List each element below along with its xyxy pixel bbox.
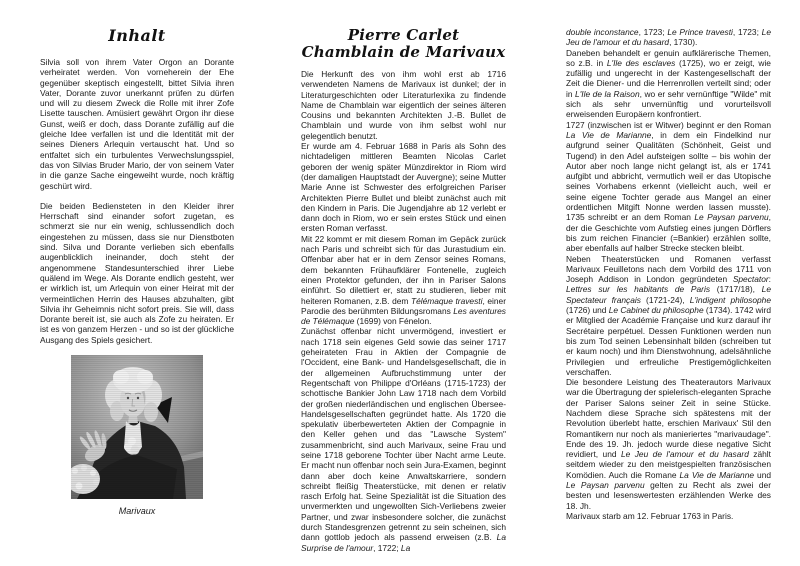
inhalt-heading: Inhalt (108, 26, 166, 45)
biography-text-column-1 (301, 69, 506, 553)
italic-work-title: Le Jeu de l'amour et du hasard (566, 27, 771, 48)
paragraph: Neben Theaterstücken und Romanen verfasst Marivaux Feuilletons nach dem Vorbild des 1711 von Joseph Addison in London gegründeten Spectator: Lettres sur les habitants de Paris (1717/18), Le Spectateur français (1721-24), L'indigent philosophe (1726) und Le Cabinet du philosophe (1734). 1742 wird er Mitglied der Académie Française und kurz darauf ihr Secrétaire perpétuel. Dessen Funktionen werden nun bis zum Tod seinen Lebensinhalt bilden (schreiben tut er kaum noch) und ihm Dienstwohnung, adelsähnliche Privilegien und erfreuliche Prestigemöglichkeiten verschaffen. (566, 253, 771, 377)
italic-work-title: L'indigent philosophe (689, 294, 771, 305)
inhalt-text (40, 57, 234, 345)
biography-text-column-2 (566, 27, 771, 521)
panel-inhalt (40, 0, 234, 516)
marivaux-portrait-image (71, 355, 203, 499)
italic-work-title: L'Ile de la Raison (575, 88, 640, 99)
italic-work-title: La (400, 542, 411, 553)
italic-work-title: Le Cabinet du philosophe (608, 305, 704, 316)
italic-work-title: Le Jeu de l'amour et du hasard (620, 449, 749, 460)
italic-work-title: double inconstance (566, 27, 639, 37)
italic-work-title: Le Prince travesti (667, 27, 733, 37)
paragraph: double inconstance, 1723; Le Prince travesti, 1723; Le Jeu de l'amour et du hasard, 1730). (566, 27, 771, 48)
paragraph: Die beiden Bediensteten in den Kleider ihrer Herrschaft sind einander sofort zugetan, es schmerzt sie nur ein wenig, schlussendlich doch eingestehen zu müssen, dass sie nur Dienstboten sind. Silva und Dorante verlieben sich ebenfalls augenblicklich ineinander, doch steht der angenommene Standesunterschied ihrer Liebe quälend im Wege. Als Dorante endlich gesteht, wer er wirklich ist, um Arlequin von einer Heirat mit der vermeintlichen Herrin des Hauses abzuhalten, gibt Silvia ihr Geheimnis nicht sofort preis. Sie will, dass Dorante bereit ist, sie auch als Zofe zu heiraten. Er ist es von ganzem Herzen - und so ist der glückliche Ausgang des Spiels gesichert. (40, 200, 234, 345)
panel-biography-column-1 (301, 0, 506, 553)
italic-work-title: La Surprise de l'amour (301, 532, 506, 553)
paragraph: 1727 (inzwischen ist er Witwer) beginnt er den Roman La Vie de Marianne, in dem ein Findelkind nur aufgrund seiner Qualitäten (Schönheit, Geist und Tugend) in den Adel aufsteigen sollte – bis wohin der Autor aber noch lange nicht gelangt ist, als er 1741 aufgibt und abbricht, vermutlich weil er das Utopische seines Vorhabens erkennt (vielleicht auch, weil er seine eigene Tochter gerade aus Mangel an einer ordentlichen Mitgift Nonne werden lassen musste). 1735 schreibt er an dem Roman Le Paysan parvenu, der die Geschichte vom Aufstieg eines jungen Dörflers bis zum reichen Financier (=Bankier) erzählen sollte, aber ebenfalls auf halber Strecke stecken bleibt. (566, 119, 771, 254)
panel-biography-column-2 (566, 0, 771, 521)
paragraph: Zunächst offenbar nicht unvermögend, investiert er nach 1718 sein eigenes Geld sowie das seiner 1717 geheirateten Frau in Aktien der Compagnie de l'Occident, eine Bank- und Handelsgesellschaft, die in der allgemeinen Aufbruchstimmung unter der Regentschaft von Philippe d'Orléans (1715-1723) der schottische Bankier John Law 1718 nach dem Vorbild der großen niederländischen und englischen Übersee-Handelsgesellschaften gegründet hatte. Als 1720 die spekulativ überbewerteten Aktien der Compagnie in den Keller gehen und das "Lawsche System" zusammenbricht, sind auch Marivaux, seine Frau und seine 1718 geborene Tochter über Nacht arme Leute. Er macht nun offenbar noch sein Jura-Examen, beginnt dann aber doch keine Anwaltskarriere, sondern schreibt fleißig Theaterstücke, mit denen er relativ rasch Erfolg hat. Seine Spezialität ist die Situation des unvermerkten und ungewollten Sich-Verliebens zweier Partner, und zwar insbesondere solcher, die zunächst durch Standesgrenzen getrennt zu sein scheinen, sich dann gottlob jedoch als passend erweisen (z.B. La Surprise de l'amour, 1722; La (301, 326, 506, 553)
italic-work-title: Les aventures de Télémaque (301, 305, 506, 327)
italic-work-title: Le Paysan parvenu (566, 480, 645, 491)
italic-work-title: Lettres sur les habitants de Paris (566, 284, 711, 295)
paragraph: Die Herkunft des von ihm wohl erst ab 1716 verwendeten Namens de Marivaux ist dunkel; der in Literaturgeschichten oder Literaturlexika zu findende Name de Chamblain war eigentlich der seines älteren Cousins und bekannten Architekten J.-B. Bullet de Chamblain und wurde von ihm selbst wohl nur gelegentlich benutzt. (301, 69, 506, 141)
paragraph: Daneben behandelt er genuin aufklärerische Themen, so z.B. in L'Ile des esclaves (1725), wo er zeigt, wie zufällig und ungerecht in der Kastengesellschaft der Zeit die Diener- und die Herrenrollen verteilt sind; oder in L'Ile de la Raison, wo er sehr vernünftige "Wilde" mit sich als sehr unvernünftig und vorurteilsvoll erweisenden Europäern konfrontiert. (566, 47, 772, 120)
marivaux-portrait-figure (71, 355, 203, 516)
italic-work-title: Télémaque travesti (410, 295, 483, 306)
italic-work-title: La Vie de Marianne (566, 129, 652, 140)
italic-work-title: Spectator (732, 274, 769, 285)
italic-work-title: Le Paysan parvenu (694, 212, 769, 223)
italic-work-title: La Vie de Marianne (679, 469, 755, 480)
paragraph: Silvia soll von ihrem Vater Orgon an Dorante verheiratet werden. Von vorneherein der Ehe gegenüber skeptisch eingestellt, bittet Silvia ihren Vater, Dorante zuvor unerkannt prüfen zu dürfen und will zu diesem Zweck die Rolle mit ihrer Zofe Lisette tauschen. Amüsiert gewährt Orgon ihr diese Gunst, weiß er doch, dass Dorante zufällig auf die gleiche Idee verfallen ist und die Identität mit der seines Dieners Arlequin vertauscht hat. Und so entfaltet sich ein turbulentes Verwechslungsspiel, das von Silvias Bruder Mario, der von seinem Vater in die ganze Sache eingeweiht wurde, noch kräftig geschürt wird. (40, 57, 234, 191)
paragraph: Mit 22 kommt er mit diesem Roman im Gepäck zurück nach Paris und schreibt sich für das Jurastudium ein. Offenbar aber hat er in dem Zensor seines Romans, dem bekannten Frühaufklärer Fontenelle, zugleich einen Protektor gefunden, der ihn in Pariser Salons einführt. So dilettiert er, statt zu studieren, lieber mit heiteren Romanen, z.B. dem Télémaque travesti, einer Parodie des berühmten Bildungsromans Les aventures de Télémaque (1699) von Fénelon. (301, 233, 506, 327)
paragraph: Er wurde am 4. Februar 1688 in Paris als Sohn des nichtadeligen mittleren Beamten Nicolas Carlet geboren der wenig später Münzdirektor in Riom wird (der damaligen Hauptstadt der Auvergne); seine Mutter Marie Anne ist Schwester des erfolgreichen Pariser Architekten Pierre Bullet und bleibt zunächst auch mit den Kindern in Paris. Die Jugendjahre ab 12 verlebt er dann doch in Riom, wo er sein erstes Stück und einen ersten Roman verfasst. (301, 141, 506, 234)
portrait-caption: Marivaux (118, 506, 156, 517)
italic-work-title: L'Ile des esclaves (606, 57, 676, 68)
paragraph: Die besondere Leistung des Theaterautors Marivaux war die Übertragung der spielerisch-eleganten Sprache der Pariser Salons seiner Zeit in seine Stücke. Nachdem diese Sprache sich spätestens mit der Revolution überlebt hatte, erschien Marivaux' Stil den Romantikern nur noch als manieriertes "marivaudage". Ende des 19. Jh. jedoch wurde diese negative Sicht revidiert, und Le Jeu de l'amour et du hasard zählt seitdem wieder zu den meistgespielten französischen Komödien. Auch die Romane La Vie de Marianne und Le Paysan parvenu gelten zu Recht als zwei der besten und lesenswertesten erzählenden Werke des 18. Jh. (566, 377, 772, 511)
biography-heading: Pierre Carlet Chamblain de Marivaux (301, 26, 506, 61)
paragraph: Marivaux starb am 12. Februar 1763 in Paris. (566, 510, 734, 521)
italic-work-title: Le Spectateur français (566, 284, 771, 305)
